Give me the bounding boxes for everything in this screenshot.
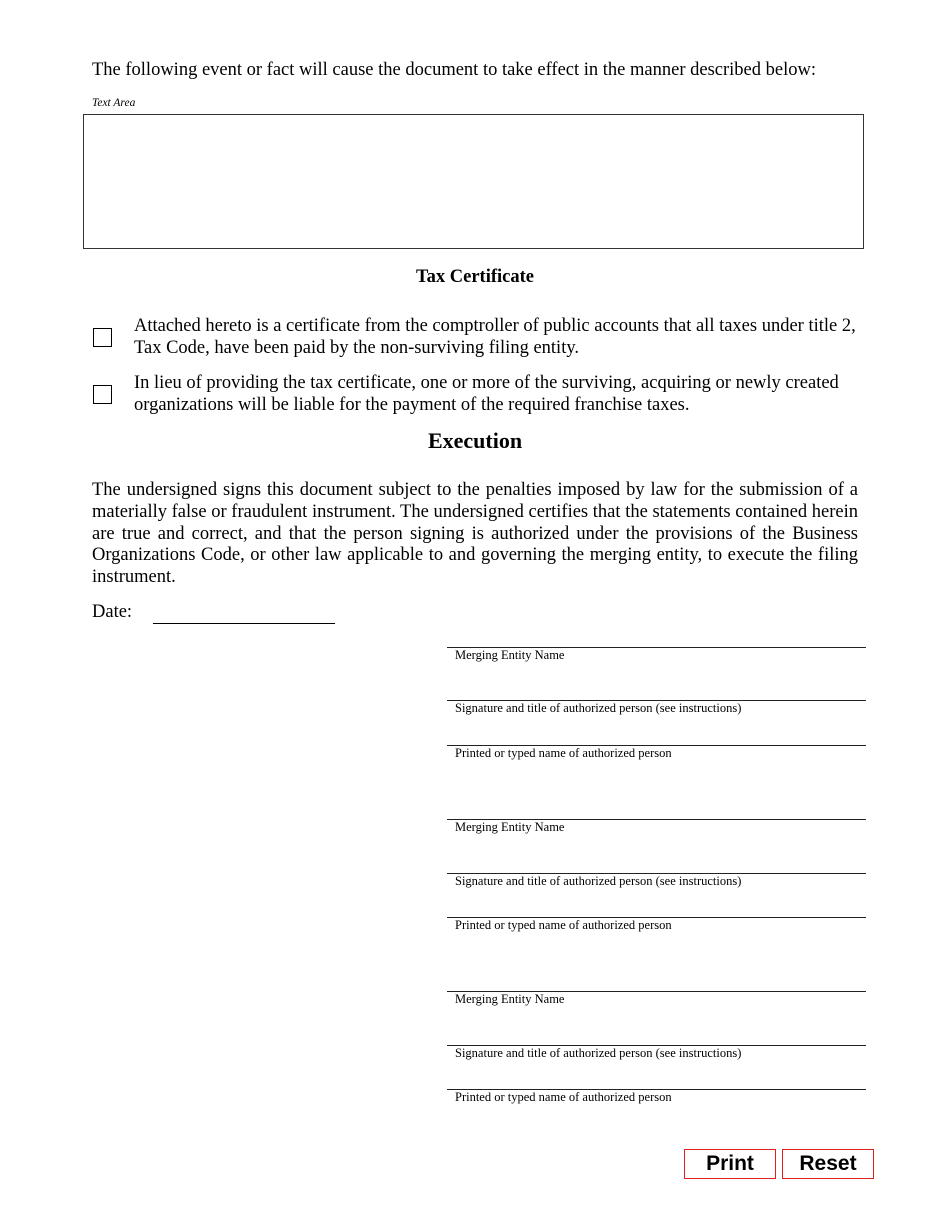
reset-button[interactable]: Reset xyxy=(782,1149,874,1179)
franchise-tax-liability-checkbox[interactable] xyxy=(93,385,112,404)
franchise-tax-liability-text: In lieu of providing the tax certificate, one or more of the surviving, acquiring or newly created organizations will be liable for the payment of the required franchise taxes. xyxy=(134,373,839,415)
execution-heading: Execution xyxy=(427,428,523,453)
tax-certificate-attached-text: Attached hereto is a certificate from the comptroller of public accounts that all taxes under title 2, Tax Code, have been paid by the non-surviving filing entity. xyxy=(134,316,856,358)
tax-certificate-attached-checkbox[interactable] xyxy=(93,328,112,347)
date-label: Date: xyxy=(92,602,133,622)
date-field[interactable] xyxy=(153,623,335,624)
printed-name-label: Printed or typed name of authorized person xyxy=(455,1090,672,1104)
text-area-label: Text Area xyxy=(92,97,136,109)
signature-label: Signature and title of authorized person (see instructions) xyxy=(455,701,742,715)
signature-label: Signature and title of authorized person (see instructions) xyxy=(455,874,742,888)
signature-label: Signature and title of authorized person (see instructions) xyxy=(455,1046,742,1060)
execution-paragraph: The undersigned signs this document subject to the penalties imposed by law for the submission of a materially false or fraudulent instrument. The undersigned certifies that the statements contained herein are true and correct, and that the person signing is authorized under the provisions of the Business Organizations Code, or other law applicable to and governing the merging entity, to execute the filing instrument. xyxy=(92,480,858,588)
merging-entity-name-label: Merging Entity Name xyxy=(455,648,565,662)
printed-name-label: Printed or typed name of authorized person xyxy=(455,746,672,760)
tax-certificate-heading: Tax Certificate xyxy=(416,267,534,287)
merging-entity-name-label: Merging Entity Name xyxy=(455,820,565,834)
merging-entity-name-label: Merging Entity Name xyxy=(455,992,565,1006)
effect-description-textarea[interactable] xyxy=(83,114,864,249)
intro-text: The following event or fact will cause the document to take effect in the manner described below: xyxy=(92,60,816,80)
printed-name-label: Printed or typed name of authorized person xyxy=(455,918,672,932)
print-button[interactable]: Print xyxy=(684,1149,776,1179)
